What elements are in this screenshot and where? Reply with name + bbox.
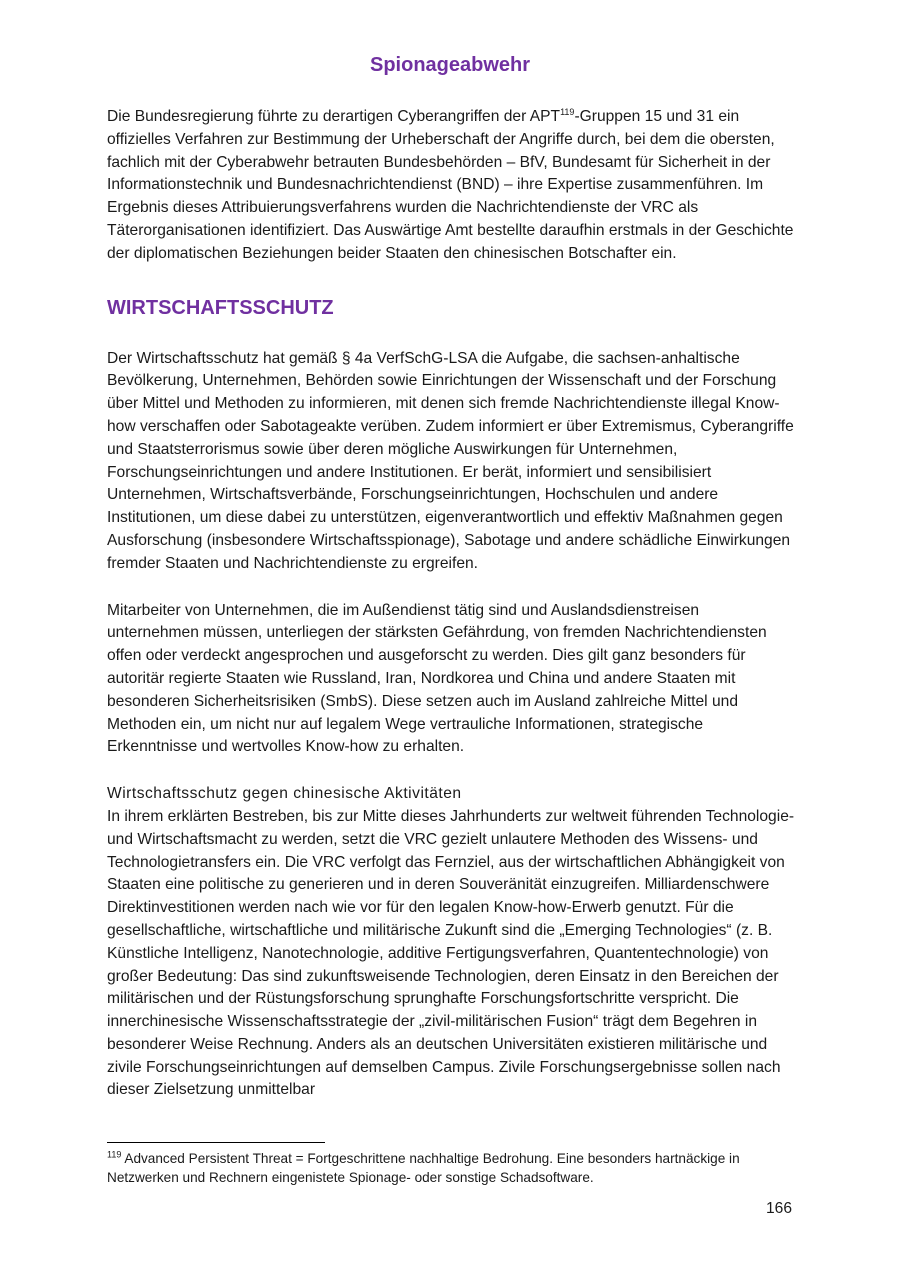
paragraph-spacer bbox=[107, 576, 795, 600]
paragraph-spacer bbox=[107, 759, 795, 783]
intro-text-after: -Gruppen 15 und 31 ein offizielles Verfahren zur Bestimmung der Urheberschaft der Angriffe durch, bei dem die obersten, fachlich mit der Cyberabwehr betrauten Bundesbehörden – BfV, Bundesamt für Sicherheit in der Informationstechnik und Bundesnachrichtendienst (BND) – ihre Expertise zusammenführen. Im Ergebnis dieses Attribuierungsverfahrens wurden die Nachrichtendienste der VRC als Täterorganisationen identifiziert. Das Auswärtige Amt bestellte daraufhin erstmals in der Geschichte der diplomatischen Beziehungen beider Staaten den chinesischen Botschafter ein. bbox=[107, 108, 794, 262]
footnote-number: 119 bbox=[107, 1149, 122, 1160]
footnote-text: Advanced Persistent Threat = Fortgeschrittene nachhaltige Bedrohung. Eine besonders hartnäckige in Netzwerken und Rechnern eingenistete Spionage- oder sonstige Schadsoftware. bbox=[107, 1151, 740, 1185]
china-paragraph: In ihrem erklärten Bestreben, bis zur Mitte dieses Jahrhunderts zur weltweit führenden Technologie- und Wirtschaftsmacht zu werden, setzt die VRC gezielt unlautere Methoden des Wissens- und Technologietransfers ein. Die VRC verfolgt das Fernziel, aus der wirtschaftlichen Abhängigkeit von Staaten eine politische zu generieren und in deren Souveränität einzugreifen. Milliardenschwere Direktinvestitionen werden nach wie vor für den legalen Know-how-Erwerb genutzt. Für die gesellschaftliche, wirtschaftliche und militärische Zukunft sind die „Emerging Technologies“ (z. B. Künstliche Intelligenz, Nanotechnologie, additive Fertigungsverfahren, Quantentechnologie) von großer Bedeutung: Das sind zukunftsweisende Technologien, deren Einsatz in den Bereichen der militärischen und der Rüstungsforschung sprunghafte Forschungsfortschritte verspricht. Die innerchinesische Wissenschaftsstrategie der „zivil-militärischen Fusion“ trägt dem Begehren in besonderer Weise Rechnung. Anders als an deutschen Universitäten existieren militärische und zivile Forschungseinrichtungen auf demselben Campus. Zivile Forschungsergebnisse sollen nach dieser Zielsetzung unmittelbar bbox=[107, 807, 795, 1099]
wirtschaftsschutz-paragraph: Der Wirtschaftsschutz hat gemäß § 4a VerfSchG-LSA die Aufgabe, die sachsen-anhaltische Bevölkerung, Unternehmen, Behörden sowie Einrichtungen der Wissenschaft und der Forschung über Mittel und Methoden zu informieren, mit denen sich fremde Nachrichtendienste illegal Know-how verschaffen oder Sabotageakte verüben. Zudem informiert er über Extremismus, Cyberangriffe und Staatsterrorismus sowie über deren mögliche Auswirkungen für Unternehmen, Forschungseinrichtungen und andere Institutionen. Er berät, informiert und sensibilisiert Unternehmen, Wirtschaftsverbände, Forschungseinrichtungen, Hochschulen und andere Institutionen, um diese dabei zu unterstützen, eigenverantwortlich und effektiv Maßnahmen gegen Ausforschung (insbesondere Wirtschaftsspionage), Sabotage und andere schädliche Einwirkungen fremder Staaten und Nachrichtendienste zu ergreifen. bbox=[107, 349, 794, 572]
intro-text-before: Die Bundesregierung führte zu derartigen Cyberangriffen der APT bbox=[107, 108, 561, 125]
section-heading: WIRTSCHAFTSSCHUTZ bbox=[107, 296, 334, 319]
page-number: 166 bbox=[765, 1200, 792, 1217]
document-body bbox=[107, 106, 795, 1102]
page-header-title: Spionageabwehr bbox=[369, 54, 531, 76]
footnote-divider bbox=[107, 1142, 325, 1143]
footnote bbox=[107, 1150, 787, 1187]
sub-heading: Wirtschaftsschutz gegen chinesische Aktivitäten bbox=[107, 785, 462, 803]
intro-paragraph bbox=[107, 106, 795, 266]
footnote-reference: 119 bbox=[560, 106, 575, 117]
mitarbeiter-paragraph: Mitarbeiter von Unternehmen, die im Außendienst tätig sind und Auslandsdienstreisen unternehmen müssen, unterliegen der stärksten Gefährdung, von fremden Nachrichtendiensten offen oder verdeckt angesprochen und ausgeforscht zu werden. Dies gilt ganz besonders für autoritär regierte Staaten wie Russland, Iran, Nordkorea und China und andere Staaten mit besonderen Sicherheitsrisiken (SmbS). Diese setzen auch im Ausland zahlreiche Mittel und Methoden ein, um nicht nur auf legalem Wege vertrauliche Informationen, strategische Erkenntnisse und wertvolles Know-how zu erhalten. bbox=[107, 601, 767, 756]
